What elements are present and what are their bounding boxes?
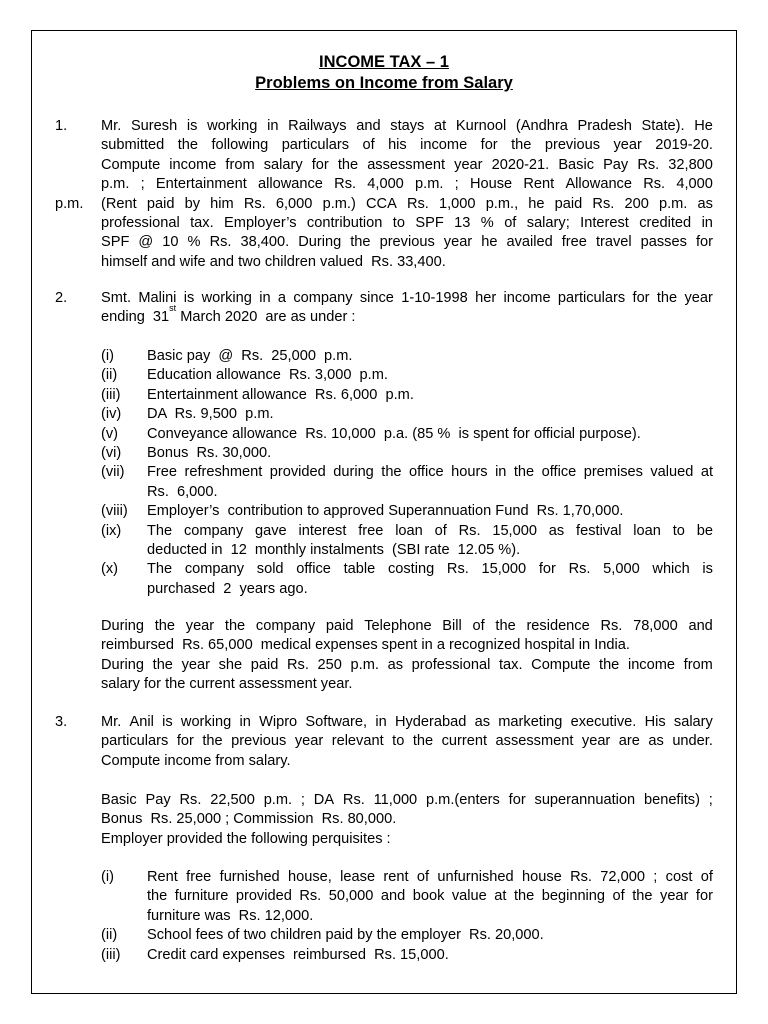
question-2-list xyxy=(101,347,713,599)
q2-closing-line: During the year she paid Rs. 250 p.m. as professional tax. Compute the income from xyxy=(101,656,713,673)
list-item: (vi) Bonus Rs. 30,000. xyxy=(101,445,272,462)
q3-pay-line: Bonus Rs. 25,000 ; Commission Rs. 80,000. xyxy=(101,811,397,828)
q2-superscript: st xyxy=(169,303,177,314)
list-item: (ii) Education allowance Rs. 3,000 p.m. xyxy=(101,367,388,384)
q2-intro-line: ending 31 st March 2020 are as under : xyxy=(101,308,713,327)
list-item: (iv) DA Rs. 9,500 p.m. xyxy=(101,406,274,423)
q1-line: p.m. ; Entertainment allowance Rs. 4,000 p.m. ; House Rent Allowance Rs. 4,000 xyxy=(101,176,713,193)
list-item: (i) Rent free furnished house, lease rent of unfurnished house Rs. 72,000 ; cost of the furniture provided Rs. 50,000 and book value at the beginning of the year for furniture was Rs. 12,000. xyxy=(101,869,713,924)
list-item: (x) The company sold office table costing Rs. 15,000 for Rs. 5,000 which is purchased 2 years ago. xyxy=(101,561,713,597)
q1-line: professional tax. Employer’s contribution to SPF 13 % of salary; Interest credited in xyxy=(101,215,713,232)
list-item: (iii) Credit card expenses reimbursed Rs. 15,000. xyxy=(101,946,449,963)
list-item: (ix) The company gave interest free loan of Rs. 15,000 as festival loan to be deducted in 12 monthly instalments (SBI rate 12.05 %). xyxy=(101,522,713,559)
question-1-pm-prefix: p.m. xyxy=(55,196,84,212)
q2-intro-line: Smt. Malini is working in a company since 1-10-1998 her income particulars for the year xyxy=(101,290,713,306)
question-2-closing xyxy=(101,617,713,695)
q2-closing-line: During the year the company paid Telephone Bill of the residence Rs. 78,000 and xyxy=(101,618,713,634)
q3-intro-line: Compute income from salary. xyxy=(101,752,291,769)
question-1-text xyxy=(101,117,713,272)
q1-line: (Rent paid by him Rs. 6,000 p.m.) CCA Rs. 1,000 p.m., he paid Rs. 200 p.m. as xyxy=(101,195,713,212)
question-2-number: 2. xyxy=(55,290,68,306)
list-item: (v) Conveyance allowance Rs. 10,000 p.a. (85 % is spent for official purpose). xyxy=(101,425,641,442)
q1-line: SPF @ 10 % Rs. 38,400. During the previous year he availed free travel passes for xyxy=(101,234,713,251)
q2-closing-line: reimbursed Rs. 65,000 medical expenses spent in a recognized hospital in India. xyxy=(101,637,630,654)
q3-intro-line: particulars for the previous year relevant to the current assessment year are as under. xyxy=(101,733,713,750)
question-3-pay xyxy=(101,791,713,849)
list-item: (i) Basic pay @ Rs. 25,000 p.m. xyxy=(101,348,353,364)
q1-line: himself and wife and two children valued Rs. 33,400. xyxy=(101,253,446,270)
document-subtitle: Problems on Income from Salary xyxy=(255,74,513,92)
list-item: (vii) Free refreshment provided during the office hours in the office premises valued at Rs. 6,000. xyxy=(101,464,713,500)
q3-intro-line: Mr. Anil is working in Wipro Software, in Hyderabad as marketing executive. His salary xyxy=(101,714,713,730)
question-1-number: 1. xyxy=(55,118,68,134)
q1-line: Mr. Suresh is working in Railways and stays at Kurnool (Andhra Pradesh State). He xyxy=(101,118,713,134)
q3-pay-line: Basic Pay Rs. 22,500 p.m. ; DA Rs. 11,000 p.m.(enters for superannuation benefits) ; xyxy=(101,792,713,808)
q1-line: submitted the following particulars of his income for the previous year 2019-20. xyxy=(101,137,713,154)
list-item: (viii) Employer’s contribution to approved Superannuation Fund Rs. 1,70,000. xyxy=(101,503,624,520)
question-3-list xyxy=(101,868,713,965)
question-2-intro xyxy=(101,289,713,328)
q1-line: Compute income from salary for the assessment year 2020-21. Basic Pay Rs. 32,800 xyxy=(101,156,713,173)
question-3-intro xyxy=(101,713,713,771)
list-item: (ii) School fees of two children paid by the employer Rs. 20,000. xyxy=(101,927,544,944)
list-item: (iii) Entertainment allowance Rs. 6,000 p.m. xyxy=(101,386,414,403)
document-title: INCOME TAX – 1 xyxy=(319,53,449,71)
question-3-number: 3. xyxy=(55,714,68,730)
q2-closing-line: salary for the current assessment year. xyxy=(101,676,353,693)
q3-pay-line: Employer provided the following perquisites : xyxy=(101,830,391,847)
